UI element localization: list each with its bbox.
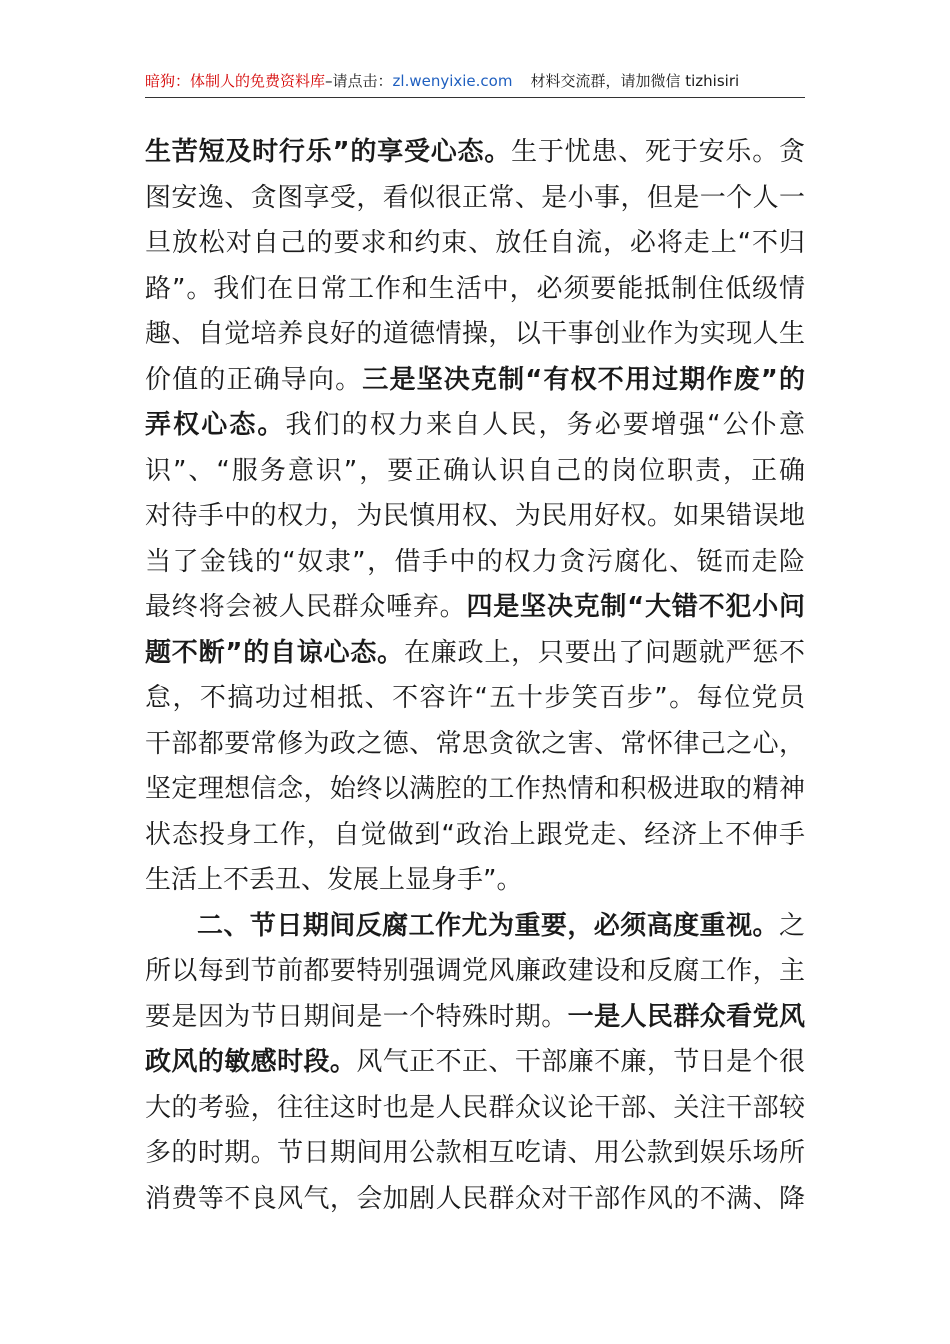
header-brand: 暗狗：体制人的免费资料库 xyxy=(145,72,326,90)
text-line xyxy=(145,722,805,768)
text-line xyxy=(145,676,805,722)
text-run: 消费等不良风气，会加剧人民群众对干部作风的不满、降 xyxy=(145,1183,805,1214)
text-line xyxy=(145,858,805,904)
text-run: 旦放松对自己的要求和约束、放任自流，必将走上“不归 xyxy=(145,228,805,258)
text-run: 之 xyxy=(778,910,805,941)
text-run: 最终将会被人民群众唾弃。 xyxy=(145,592,467,622)
bold-text-run: 二、节日期间反腐工作尤为重要，必须高度重视。 xyxy=(197,910,779,941)
header-wechat: 材料交流群，请加微信 tizhisiri xyxy=(530,72,740,90)
text-run: 生活上不丢丑、发展上显身手”。 xyxy=(145,865,523,895)
text-line xyxy=(145,767,805,813)
text-line xyxy=(145,494,805,540)
text-line xyxy=(145,358,805,404)
bold-text-run: 生苦短及时行乐”的享受心态。 xyxy=(145,137,512,167)
bold-text-run: 弄权心态。 xyxy=(145,410,286,440)
header-url-link[interactable]: zl.wenyixie.com xyxy=(392,72,513,90)
text-line xyxy=(145,813,805,859)
text-line xyxy=(145,585,805,631)
text-line xyxy=(145,1131,805,1177)
header-prompt: –请点击： xyxy=(325,72,393,90)
bold-text-run: 题不断”的自谅心态。 xyxy=(145,637,404,668)
text-run: 图安逸、贪图享受，看似很正常、是小事，但是一个人一 xyxy=(145,182,805,213)
text-run: 要是因为节日期间是一个特殊时期。 xyxy=(145,1001,568,1032)
text-run: 当了金钱的“奴隶”，借手中的权力贪污腐化、铤而走险 xyxy=(145,546,805,577)
bold-text-run: 四是坚决克制“大错不犯小问 xyxy=(466,592,805,622)
text-run: 风气正不正、干部廉不廉，节日是个很 xyxy=(356,1047,805,1077)
text-run: 大的考验，往往这时也是人民群众议论干部、关注干部较 xyxy=(145,1092,805,1123)
header-divider xyxy=(145,97,805,98)
page-header xyxy=(145,68,805,94)
text-line xyxy=(145,1177,805,1223)
text-run: 对待手中的权力，为民慎用权、为民用好权。如果错误地 xyxy=(145,501,805,531)
text-run: 怠，不搞功过相抵、不容许“五十步笑百步”。每位党员 xyxy=(145,683,805,713)
text-run: 干部都要常修为政之德、常思贪欲之害、常怀律己之心， xyxy=(145,728,805,759)
text-run: 路”。我们在日常工作和生活中，必须要能抵制住低级情 xyxy=(145,273,805,304)
text-line xyxy=(145,631,805,677)
text-line xyxy=(145,403,805,449)
text-line xyxy=(145,949,805,995)
bold-text-run: 政风的敏感时段。 xyxy=(145,1047,357,1077)
text-run: 状态投身工作，自觉做到“政治上跟党走、经济上不伸手 xyxy=(145,819,805,850)
text-run: 在廉政上，只要出了问题就严惩不 xyxy=(403,637,805,668)
text-line xyxy=(145,1086,805,1132)
text-line xyxy=(145,995,805,1041)
text-line xyxy=(145,267,805,313)
text-line xyxy=(145,130,805,176)
text-line xyxy=(145,540,805,586)
document-body xyxy=(145,130,805,1222)
text-run: 坚定理想信念，始终以满腔的工作热情和积极进取的精神 xyxy=(145,774,805,804)
text-run: 多的时期。节日期间用公款相互吃请、用公款到娱乐场所 xyxy=(145,1138,805,1168)
bold-text-run: 三是坚决克制“有权不用过期作废”的 xyxy=(362,364,805,395)
text-run: 趣、自觉培养良好的道德情操，以干事创业作为实现人生 xyxy=(145,319,805,349)
bold-text-run: 一是人民群众看党风 xyxy=(567,1001,805,1032)
text-line xyxy=(145,312,805,358)
text-line xyxy=(145,221,805,267)
text-run: 所以每到节前都要特别强调党风廉政建设和反腐工作，主 xyxy=(145,956,805,986)
text-line xyxy=(145,904,805,950)
text-run: 我们的权力来自人民，务必要增强“公仆意 xyxy=(285,410,805,440)
text-line xyxy=(145,449,805,495)
text-run: 生于忧患、死于安乐。贪 xyxy=(511,137,805,167)
text-line xyxy=(145,176,805,222)
text-line xyxy=(145,1040,805,1086)
text-run: 识”、“服务意识”，要正确认识自己的岗位职责，正确 xyxy=(145,455,805,486)
text-run: 价值的正确导向。 xyxy=(145,364,363,395)
